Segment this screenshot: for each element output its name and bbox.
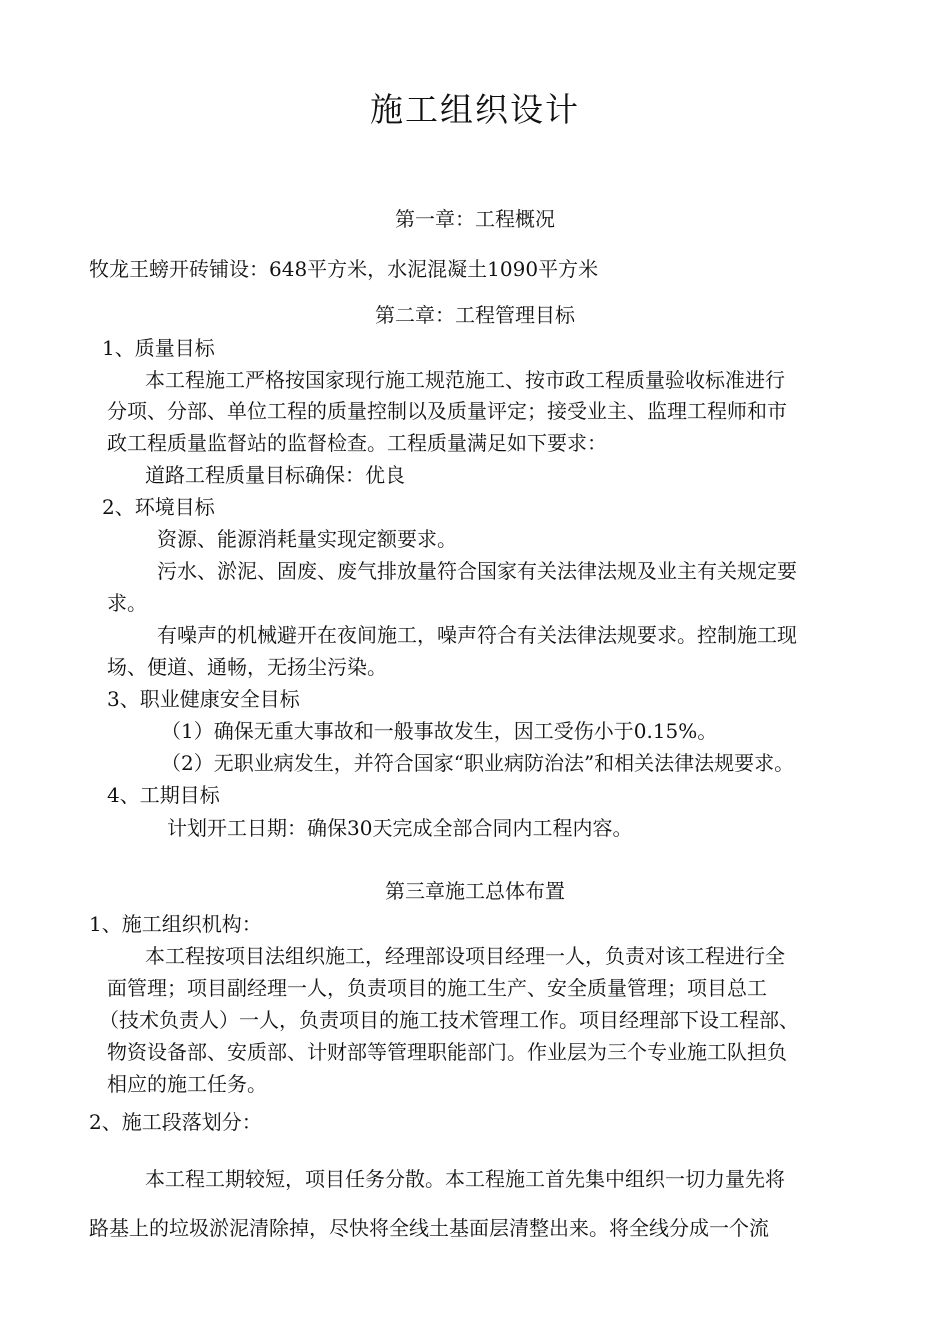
org-structure-heading: 1、施工组织机构： (89, 912, 262, 936)
quality-target-statement: 道路工程质量目标确保：优良 (145, 463, 405, 487)
project-overview: 牧龙王螃开砖铺设：648平方米，水泥混凝土1090平方米 (89, 257, 599, 281)
document-title: 施工组织设计 (370, 90, 580, 129)
org-paragraph-line: 物资设备部、安质部、计财部等管理职能部门。作业层为三个专业施工队担负 (107, 1040, 787, 1064)
org-paragraph-line: （技术负责人）一人，负责项目的施工技术管理工作。项目经理部下设工程部、 (99, 1008, 799, 1032)
chapter1-heading: 第一章：工程概况 (395, 207, 555, 231)
environment-item: 资源、能源消耗量实现定额要求。 (157, 527, 457, 551)
environment-target-heading: 2、环境目标 (102, 495, 215, 519)
safety-item: （2）无职业病发生，并符合国家“职业病防治法”和相关法律法规要求。 (161, 751, 795, 775)
quality-paragraph-line: 分项、分部、单位工程的质量控制以及质量评定；接受业主、监理工程师和市 (107, 399, 787, 423)
schedule-target-heading: 4、工期目标 (107, 783, 220, 807)
section-paragraph-line: 路基上的垃圾淤泥清除掉，尽快将全线土基面层清整出来。将全线分成一个流 (89, 1216, 769, 1240)
safety-item: （1）确保无重大事故和一般事故发生，因工受伤小于0.15%。 (161, 719, 718, 743)
chapter2-heading: 第二章：工程管理目标 (375, 303, 575, 327)
quality-target-heading: 1、质量目标 (102, 336, 215, 360)
org-paragraph-line: 面管理；项目副经理一人，负责项目的施工生产、安全质量管理；项目总工 (107, 976, 767, 1000)
environment-item: 污水、淤泥、固废、废气排放量符合国家有关法律法规及业主有关规定要 (157, 559, 797, 583)
quality-paragraph-line: 政工程质量监督站的监督检查。工程质量满足如下要求： (107, 431, 607, 455)
environment-item: 有噪声的机械避开在夜间施工，噪声符合有关法律法规要求。控制施工现 (157, 623, 797, 647)
chapter3-heading: 第三章施工总体布置 (385, 879, 565, 903)
quality-paragraph-line: 本工程施工严格按国家现行施工规范施工、按市政工程质量验收标准进行 (145, 368, 785, 392)
schedule-item: 计划开工日期：确保30天完成全部合同内工程内容。 (167, 816, 633, 840)
environment-item-continuation: 求。 (107, 591, 147, 615)
section-paragraph-line: 本工程工期较短，项目任务分散。本工程施工首先集中组织一切力量先将 (145, 1167, 785, 1191)
org-paragraph-line: 本工程按项目法组织施工，经理部设项目经理一人，负责对该工程进行全 (145, 944, 785, 968)
environment-item-continuation: 场、便道、通畅，无扬尘污染。 (107, 655, 387, 679)
safety-target-heading: 3、职业健康安全目标 (107, 687, 300, 711)
org-paragraph-line: 相应的施工任务。 (107, 1072, 267, 1096)
section-division-heading: 2、施工段落划分： (89, 1110, 262, 1134)
